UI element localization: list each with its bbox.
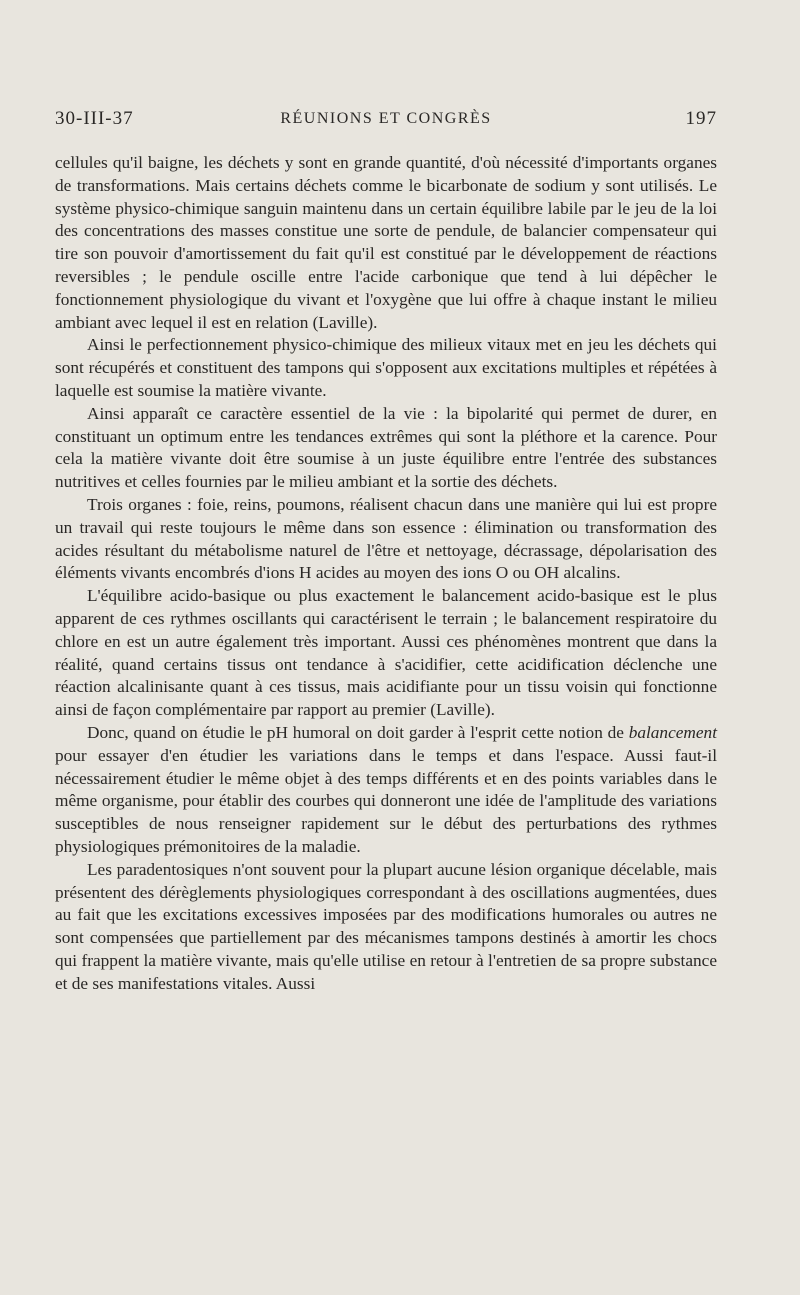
paragraph-6-end: pour essayer d'en étudier les variations dans le temps et dans l'espace. Aussi faut-il nécessairement étudier le même objet à des temps différents et en des points variables dans le même organisme, pour établir des courbes qui donneront une idée de l'amplitude des variations susceptibles de nous renseigner rapidement sur le début des perturbations des rythmes physiologiques prémonitoires de la maladie. (55, 745, 717, 856)
paragraph-7: Les paradentosiques n'ont souvent pour la plupart aucune lésion organique décelable, mais présentent des dérèglements physiologiques correspondant à des oscillations augmentées, dues au fait que les excitations excessives imposées par des modifications humorales ou autres ne sont compensées que partiellement par des mécanismes tampons destinés à amortir les chocs qui frappent la matière vivante, mais qu'elle utilise en retour à l'entretien de sa propre substance et de ses manifestations vitales. Aussi (55, 859, 717, 993)
header-date: 30-III-37 (55, 108, 134, 129)
paragraph-5: L'équilibre acido-basique ou plus exactement le balancement acido-basique est le plus apparent de ces rythmes oscillants qui caractérisent le terrain ; le balancement respiratoire du chlore en est un autre également très important. Aussi ces phénomènes montrent que dans la réalité, quand certains tissus ont tendance à s'acidifier, cette acidification déclenche une réaction alcalinisante quant à ces tissus, mais acidifiante pour un tissu voisin qui fonctionne ainsi de façon complémentaire par rapport au premier (Laville). (55, 586, 717, 720)
running-head (55, 108, 717, 138)
article-body (55, 152, 717, 995)
paragraph-6-start: Donc, quand on étudie le pH humoral on doit garder à l'esprit cette notion de (87, 722, 629, 742)
paragraph-4: Trois organes : foie, reins, poumons, réalisent chacun dans une manière qui lui est propre un travail qui reste toujours le même dans son essence : élimination ou transformation des acides résultant du métabolisme naturel de l'être et nettoyage, décrassage, dépolarisation des éléments vivants encombrés d'ions H acides au moyen des ions O ou OH alcalins. (55, 494, 717, 583)
emphasis-balancement: balancement (628, 722, 717, 742)
paragraph-1: cellules qu'il baigne, les déchets y sont en grande quantité, d'où nécessité d'importants organes de transformations. Mais certains déchets comme le bicarbonate de sodium y sont utilisés. Le système physico-chimique sanguin maintenu dans un certain équilibre labile par le jeu de la loi des concentrations des masses constitue une sorte de pendule, de balancier compensateur qui tire son pouvoir d'amortissement du fait qu'il est constitué par le développement de réactions reversibles ; le pendule oscille entre l'acide carbonique que tend à lui dépêcher le fonctionnement physiologique du vivant et l'oxygène que lui offre à chaque instant le milieu ambiant avec lequel il est en relation (Laville). (55, 153, 717, 332)
paragraph-2: Ainsi le perfectionnement physico-chimique des milieux vitaux met en jeu les déchets qui sont récupérés et constituent des tampons qui s'opposent aux excitations multiples et répétées à laquelle est soumise la matière vivante. (55, 335, 717, 400)
paragraph-3: Ainsi apparaît ce caractère essentiel de la vie : la bipolarité qui permet de durer, en constituant un optimum entre les tendances extrêmes qui sont la pléthore et la carence. Pour cela la matière vivante doit être soumise à un juste équilibre entre l'entrée des substances nutritives et celles fournies par le milieu ambiant et la sortie des déchets. (55, 403, 717, 492)
paragraph-6 (55, 722, 717, 859)
page-number: 197 (685, 108, 717, 129)
header-title: RÉUNIONS ET CONGRÈS (280, 110, 492, 127)
